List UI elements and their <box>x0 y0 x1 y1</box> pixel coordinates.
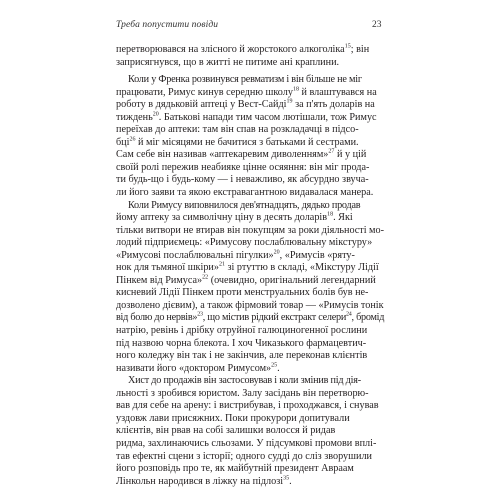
text-segment: натрію, ревінь і дрібку отруйної галюциногенної рослини <box>116 325 368 337</box>
text-line <box>116 400 384 413</box>
text-line <box>116 375 384 388</box>
text-line <box>116 363 384 376</box>
footnote-marker[interactable]: 21 <box>218 261 225 268</box>
text-line <box>116 425 384 438</box>
text-segment: заприсягнувся, що в житті не питиме ані краплини. <box>116 56 340 68</box>
text-segment: бці <box>116 136 130 148</box>
footnote-marker[interactable]: 27 <box>328 148 335 155</box>
text-line <box>116 99 384 112</box>
text-line <box>116 74 384 87</box>
text-segment: . Які <box>333 212 353 224</box>
text-line <box>116 237 384 250</box>
page-number: 23 <box>372 20 382 30</box>
text-segment: кисневий Лідії Пінкем проти менструальних болів був не- <box>116 287 369 299</box>
paragraph <box>116 200 384 376</box>
text-segment: перетворювався на злісного й жорстокого алкоголіка <box>116 44 345 55</box>
text-segment: тиждень <box>116 111 153 123</box>
text-segment: ли його заяви та якою екстравагантною видавалася манера. <box>116 187 374 199</box>
text-segment: за п'ять доларів на <box>292 99 375 111</box>
footnote-marker[interactable]: 18 <box>327 211 334 218</box>
body-text <box>116 44 384 488</box>
footnote-marker[interactable]: 15 <box>344 43 351 50</box>
text-line <box>116 275 384 288</box>
text-segment: й міг місяцями не бачитися з батьками й сестрами. <box>135 136 359 148</box>
footnote-marker[interactable]: 19 <box>286 98 293 105</box>
text-segment: лодий підприємець: «Римусову послаблювальну мікстуру» <box>116 237 373 249</box>
text-segment: від болю до нервів» <box>116 312 198 324</box>
text-line <box>116 225 384 238</box>
footnote-marker[interactable]: 22 <box>202 274 209 281</box>
text-line <box>116 413 384 426</box>
text-line <box>116 162 384 175</box>
text-line <box>116 451 384 464</box>
text-line <box>116 200 384 213</box>
text-segment: Хист до продажів він застосовував і коли змінив під дія- <box>128 375 361 387</box>
paragraph <box>116 74 384 199</box>
text-segment: Лінкольн народився в ліжку на підлозі <box>116 475 284 487</box>
text-line <box>116 112 384 125</box>
text-segment: тав ефектні сцени з історії; одного судді до сліз зворушили <box>116 450 372 462</box>
text-segment: Коли Римусу виповнилося дев'ятнадцять, дядько продав <box>128 199 361 211</box>
text-segment: ; він <box>350 44 370 55</box>
text-segment: клієнтів, він рвав на собі залишки волосся й ридав <box>116 425 336 437</box>
text-line <box>116 338 384 351</box>
text-line <box>116 174 384 187</box>
text-segment: льності з зробився юристом. Залу засідань він перетворю- <box>116 387 369 399</box>
text-line <box>116 262 384 275</box>
text-line <box>116 325 384 338</box>
text-line <box>116 44 384 57</box>
text-line <box>116 438 384 451</box>
footnote-marker[interactable]: 20 <box>273 249 280 256</box>
text-segment: , що містив рідкий екстракт селери <box>202 312 347 324</box>
text-segment: зі ртуттю в складі, «Мікстуру Лідії <box>224 262 379 274</box>
paragraph <box>116 44 384 69</box>
text-segment: й влаштувався на <box>298 86 377 98</box>
text-segment: вав для себе на арену: і вистрибував, і проходжався, і снував <box>116 400 379 412</box>
text-line <box>116 287 384 300</box>
footnote-marker[interactable]: 25 <box>271 362 278 369</box>
text-line <box>116 476 384 489</box>
text-segment: ного коледжу він так і не закінчив, але переконав клієнтів <box>116 350 368 362</box>
text-segment: , «Римусів «ряту- <box>279 249 355 261</box>
running-head-title: Треба попустити повіди <box>116 20 219 30</box>
text-line <box>116 212 384 225</box>
footnote-marker[interactable]: 24 <box>346 312 352 319</box>
text-segment: Сам себе він називав «аптекаревим диволенням» <box>116 149 329 161</box>
text-segment: й у цій <box>334 149 367 161</box>
text-segment: роботу в дядьковій аптеці у Вест-Сайді <box>116 99 287 111</box>
text-segment: ти будь-що і будь-кому — і неважливо, як абсурдно звуча- <box>116 174 369 186</box>
footnote-marker[interactable]: 20 <box>152 111 159 118</box>
text-segment: нок для тьмяної шкіри» <box>116 262 219 274</box>
footnote-marker[interactable]: 35 <box>283 475 290 482</box>
paragraph <box>116 375 384 488</box>
text-segment: . Батькові напади тим часом лютішали, тож Римус <box>158 111 377 123</box>
text-line <box>116 463 384 476</box>
text-segment: його розповідь про те, як майбутній президент Авраам <box>116 463 354 475</box>
text-segment: . <box>289 475 292 487</box>
text-segment: «Римусові послаблювальні пігулки» <box>116 249 274 261</box>
footnote-marker[interactable]: 18 <box>292 86 299 93</box>
text-segment: Коли у Френка розвинувся ревматизм і він більше не міг <box>128 74 362 86</box>
text-line <box>116 350 384 363</box>
text-segment: тільки витвори не втирав він покупцям за роки діяльності мо- <box>116 224 384 236</box>
text-segment: своїй ролі пережив неабияке цінне осяяння: він міг прода- <box>116 161 370 173</box>
text-segment: (очевидно, оригінальний легендарний <box>208 274 376 286</box>
text-line <box>116 250 384 263</box>
text-line <box>116 87 384 100</box>
text-segment: дозволено дієвим), а також фірмовий товар — «Римусів тонік <box>116 299 384 311</box>
footnote-marker[interactable]: 23 <box>197 312 203 319</box>
text-line <box>116 124 384 137</box>
text-line <box>116 312 384 325</box>
text-segment: . <box>277 362 280 374</box>
text-segment: йому аптеку за символічну ціну в десять доларів <box>116 212 328 224</box>
text-line <box>116 137 384 150</box>
text-segment: , бромід <box>351 312 385 324</box>
text-line <box>116 388 384 401</box>
text-segment: працювати, Римус кинув середню школу <box>116 86 293 98</box>
text-line <box>116 300 384 313</box>
text-line <box>116 149 384 162</box>
text-segment: Пінкем від Римуса» <box>116 274 203 286</box>
text-segment: ридма, захлинаючись сльозами. У підсумкові промови вплі- <box>116 437 377 449</box>
text-segment: називати його «доктором Римусом» <box>116 362 272 374</box>
text-segment: переїхав до аптеки: там він спав на розкладачці в підсо- <box>116 124 359 136</box>
text-line <box>116 57 384 70</box>
text-segment: під назвою чорна блекота. І хоч Чиказького фармацевтич- <box>116 337 367 349</box>
text-segment: уздовж лави присяжних. Поки прокурори допитували <box>116 412 350 424</box>
text-line <box>116 187 384 200</box>
footnote-marker[interactable]: 26 <box>129 136 136 143</box>
